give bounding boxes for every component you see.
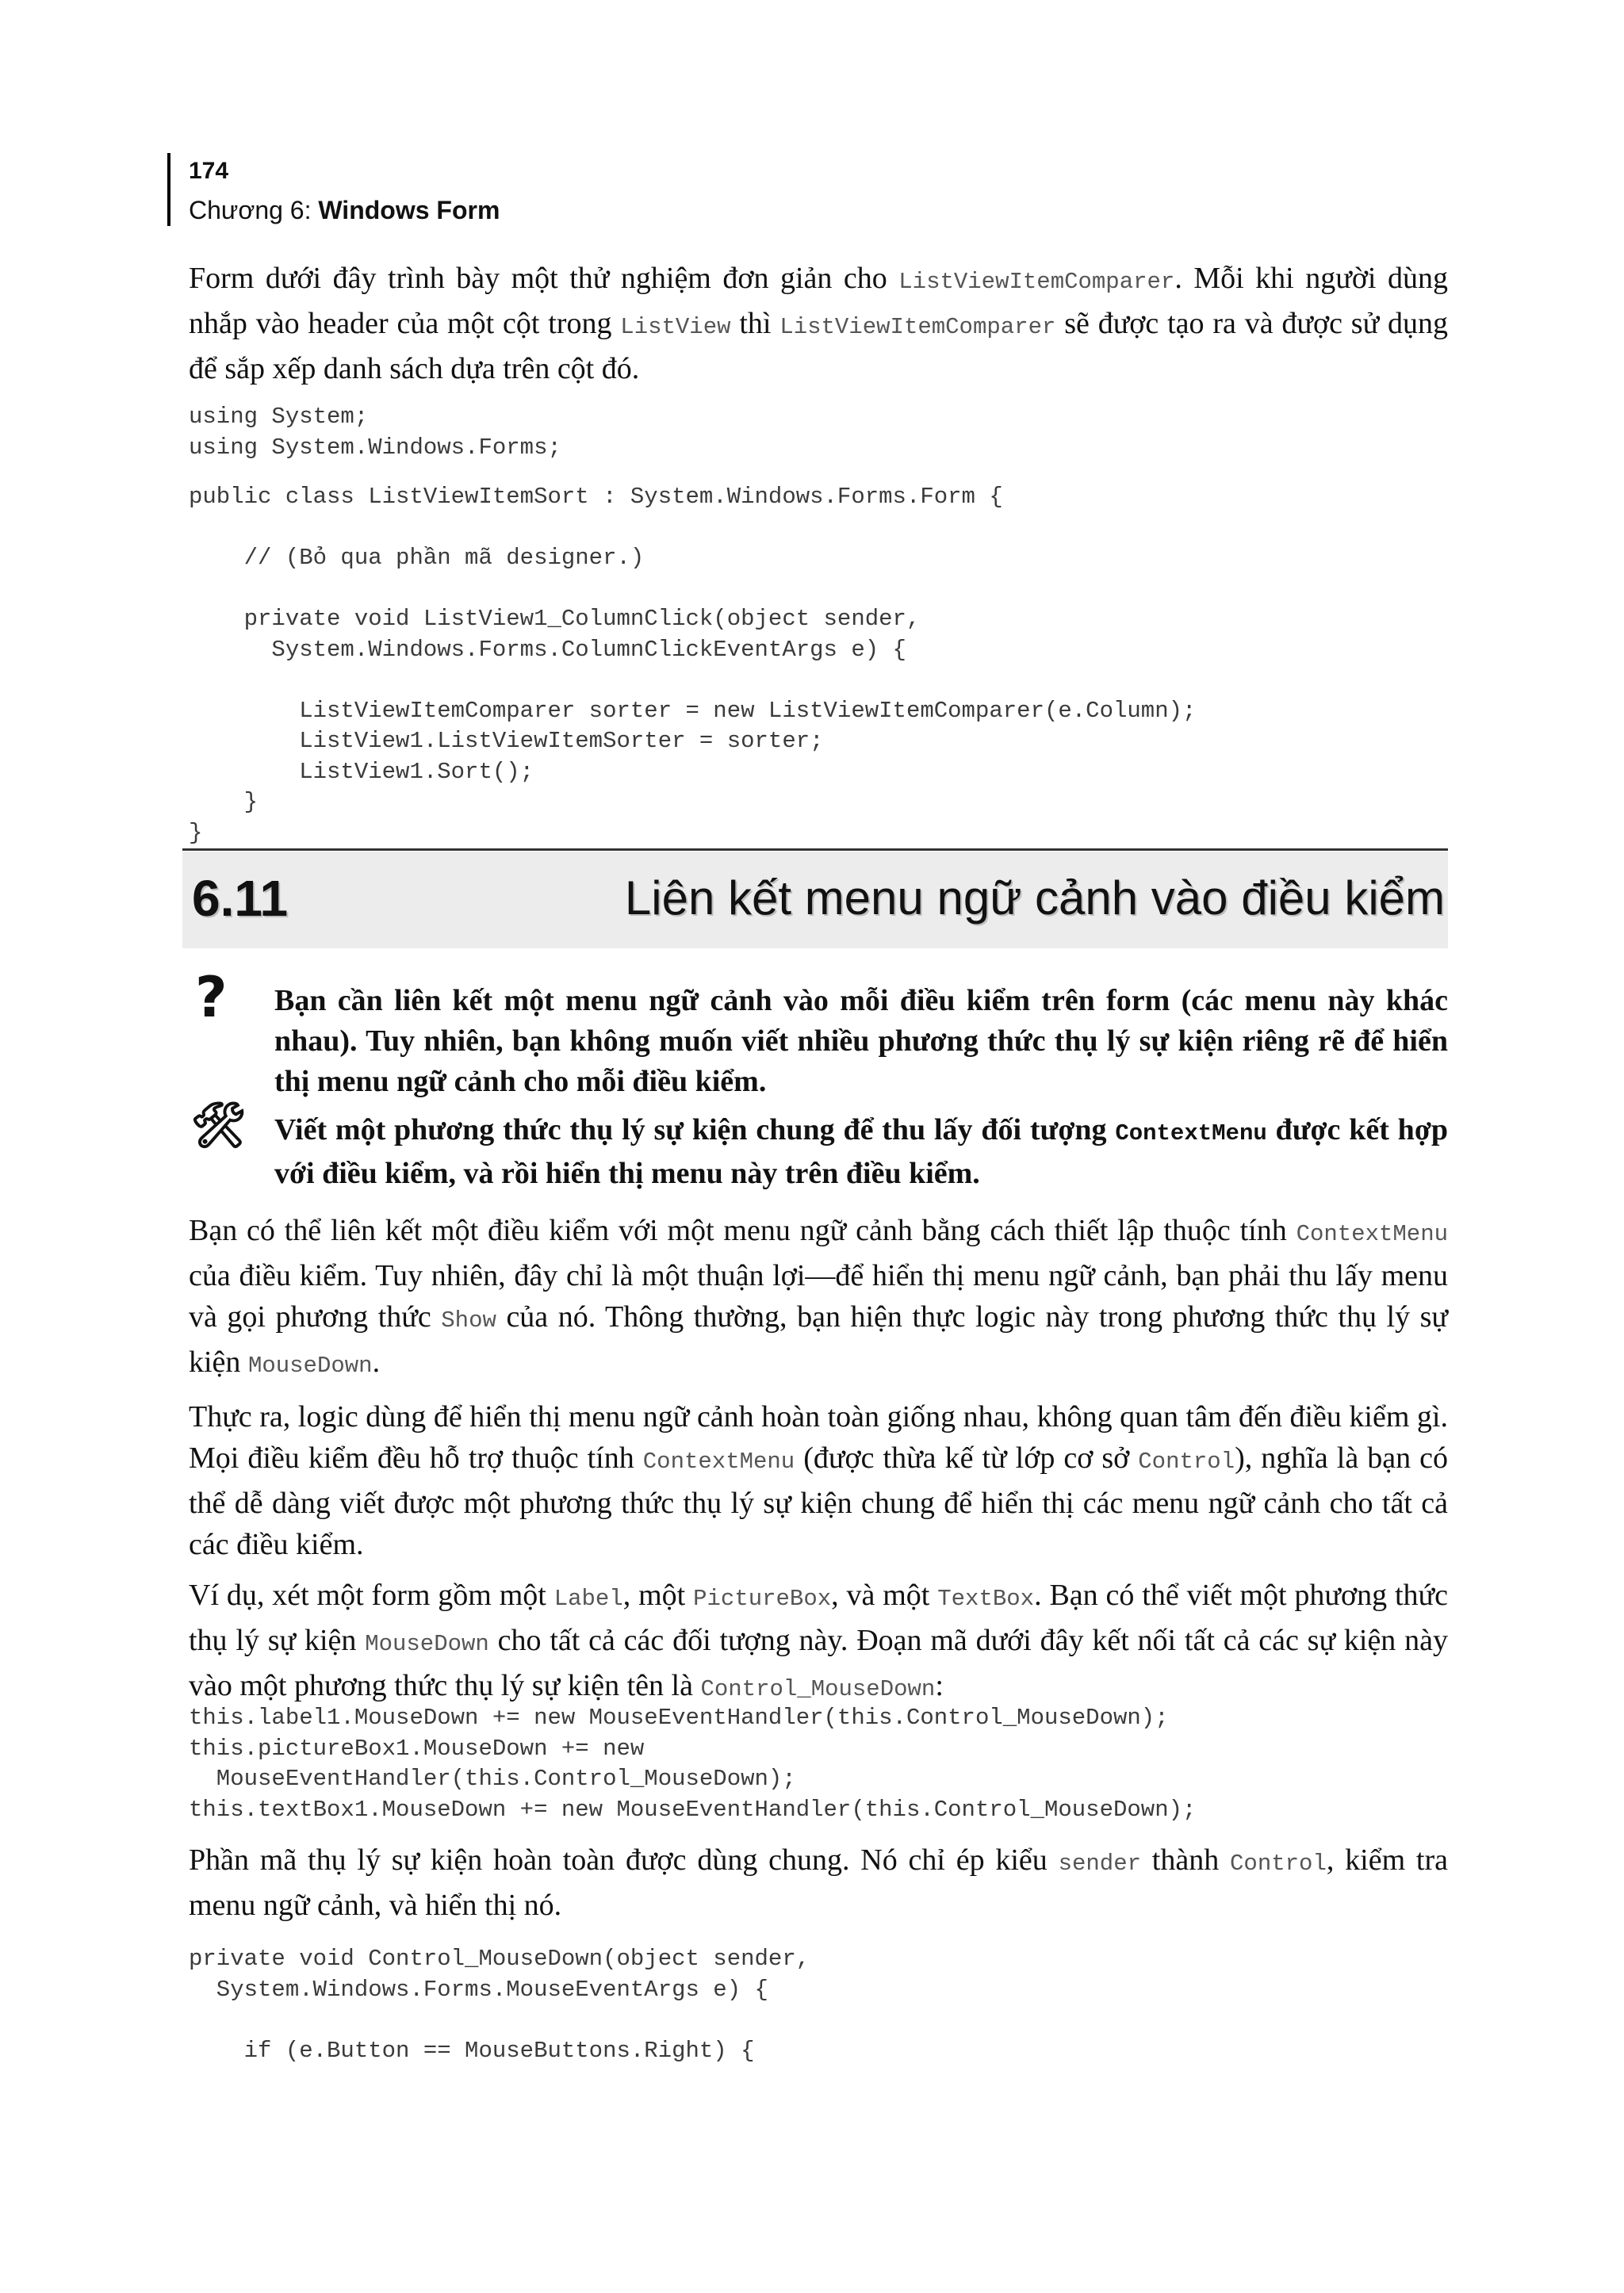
code-term: Control xyxy=(1230,1851,1327,1877)
code-term: Label xyxy=(553,1586,623,1612)
chapter-title: Windows Form xyxy=(318,196,500,224)
text-run: Ví dụ, xét một form gồm một xyxy=(189,1579,554,1612)
text-run: . Mỗi khi người dùng nhắp vào header của một cột trong xyxy=(189,262,1448,340)
code-using-lines: using System; using System.Windows.Forms; xyxy=(189,404,561,461)
text-run: Phần mã thụ lý sự kiện hoàn toàn được dùng chung. Nó chỉ ép kiểu xyxy=(189,1843,1059,1877)
body-paragraphs xyxy=(189,1210,1448,1710)
code-term: ListView xyxy=(620,314,731,340)
text-run: . xyxy=(372,1346,381,1379)
problem-statement: Bạn cần liên kết một menu ngữ cảnh vào mỗi điều kiểm trên form (các menu này khác nhau). Tuy nhiên, bạn không muốn viết nhiều phương thức thụ lý sự kiện riêng rẽ để hiển thị menu ngữ cảnh cho mỗi điều kiểm. xyxy=(274,984,1448,1098)
question-icon: ? xyxy=(195,965,228,1030)
section-rule xyxy=(182,848,1448,851)
code-event-wiring: this.label1.MouseDown += new MouseEventHandler(this.Control_MouseDown); this.pictureBox1.MouseDown += new MouseEventHandler(this.Control_MouseDown); this.textBox1.MouseDown += new MouseEventHandler(this.Control_MouseDown); xyxy=(189,1705,1197,1823)
code-term: Control_MouseDown xyxy=(700,1676,936,1702)
text-run: , một xyxy=(622,1579,694,1612)
code-term: MouseDown xyxy=(365,1631,489,1657)
text-run: . Bạn có thể viết một phương thức thụ lý sự kiện xyxy=(189,1579,1448,1657)
paragraph-shared-logic xyxy=(189,1396,1448,1565)
text-run: ), nghĩa là bạn có thể dễ dàng viết được một phương thức thụ lý sự kiện chung để hiển thị các menu ngữ cảnh cho tất cả các điều kiểm. xyxy=(189,1441,1448,1561)
code-mousedown-handler: private void Control_MouseDown(object sender, System.Windows.Forms.MouseEventArgs e) { if (e.Button == MouseButtons.Right) { xyxy=(189,1946,810,2064)
solution-statement xyxy=(274,1110,1448,1194)
section-number: 6.11 xyxy=(192,870,289,927)
code-term: ContextMenu xyxy=(1115,1120,1267,1146)
code-term: sender xyxy=(1058,1851,1142,1877)
text-run: Thực ra, logic dùng để hiển thị menu ngữ cảnh hoàn toàn giống nhau, không quan tâm đến điều kiểm gì. Mọi điều kiểm đều hỗ trợ thuộc tính xyxy=(189,1400,1448,1475)
page-number: 174 xyxy=(189,158,229,184)
tools-icon: 🛠 xyxy=(190,1100,247,1151)
header-rule xyxy=(167,153,170,226)
intro-paragraph xyxy=(189,258,1448,389)
code-term: ContextMenu xyxy=(642,1449,795,1475)
chapter-prefix: Chương 6: xyxy=(189,196,319,224)
paragraph-example xyxy=(189,1575,1448,1710)
code-term: ListViewItemComparer xyxy=(779,314,1056,340)
text-run: : xyxy=(935,1669,944,1702)
paragraph-handler xyxy=(189,1839,1448,1926)
chapter-heading xyxy=(189,195,500,225)
code-term: ListViewItemComparer xyxy=(898,269,1175,295)
paragraph-context-menu xyxy=(189,1210,1448,1387)
text-run: , kiểm tra menu ngữ cảnh, và hiển thị nó. xyxy=(189,1843,1449,1922)
code-term: PictureBox xyxy=(693,1586,832,1612)
text-run: sẽ được tạo ra và được sử dụng để sắp xếp danh sách dựa trên cột đó. xyxy=(189,307,1448,385)
intro-paragraph-block xyxy=(189,258,1448,389)
text-run: Viết một phương thức thụ lý sự kiện chung để thu lấy đối tượng xyxy=(274,1113,1116,1146)
text-run: của điều kiểm. Tuy nhiên, đây chỉ là một thuận lợi—để hiển thị menu ngữ cảnh, bạn phải thu lấy menu và gọi phương thức xyxy=(189,1259,1448,1334)
text-run: cho tất cả các đối tượng này. Đoạn mã dưới đây kết nối tất cả các sự kiện này vào một phương thức thụ lý sự kiện tên là xyxy=(189,1624,1448,1702)
text-run: thành xyxy=(1141,1843,1231,1877)
text-run: (được thừa kế từ lớp cơ sở xyxy=(795,1441,1139,1475)
handler-paragraph-block xyxy=(189,1839,1448,1926)
text-run: Bạn có thể liên kết một điều kiểm với một menu ngữ cảnh bằng cách thiết lập thuộc tính xyxy=(189,1214,1297,1247)
section-title: Liên kết menu ngữ cảnh vào điều kiểm xyxy=(624,871,1445,924)
code-term: Control xyxy=(1138,1449,1235,1475)
code-listview-sort: public class ListViewItemSort : System.Windows.Forms.Form { // (Bỏ qua phần mã designer.) private void ListView1_ColumnClick(object sender, System.Windows.Forms.ColumnClickEventArgs e) { ListViewItemComparer sorter = new ListViewItemComparer(e.Column); ListView1.ListViewItemSorter = sorter; ListView1.Sort(); } } xyxy=(189,484,1197,846)
text-run: thì xyxy=(730,307,780,340)
code-term: Show xyxy=(441,1307,496,1334)
text-run: , và một xyxy=(831,1579,938,1612)
code-term: MouseDown xyxy=(247,1353,373,1379)
text-run: được kết hợp với điều kiểm, và rồi hiển thị menu này trên điều kiểm. xyxy=(274,1113,1448,1190)
text-run: của nó. Thông thường, bạn hiện thực logic này trong phương thức thụ lý sự kiện xyxy=(189,1300,1448,1379)
code-term: ContextMenu xyxy=(1296,1221,1448,1247)
code-term: TextBox xyxy=(937,1586,1035,1612)
text-run: Form dưới đây trình bày một thử nghiệm đơn giản cho xyxy=(189,262,899,295)
